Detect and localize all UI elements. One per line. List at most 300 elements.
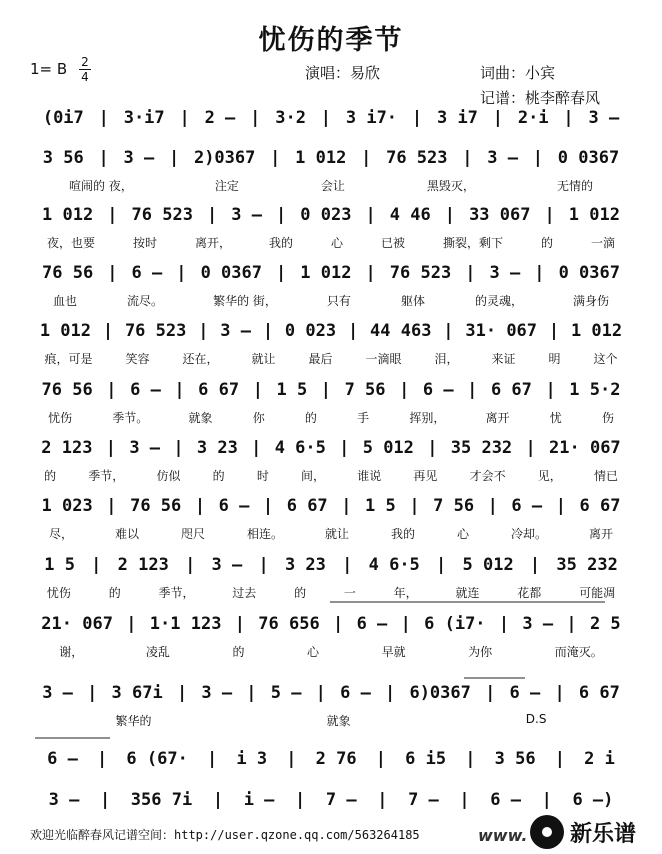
watermark-text: www. <box>478 826 528 845</box>
notes-row <box>28 551 634 575</box>
measure: 4 46 <box>389 205 431 225</box>
barline: | <box>385 683 396 703</box>
measure: 3 23 <box>284 555 326 575</box>
barline: | <box>276 205 287 225</box>
barline: | <box>126 614 137 634</box>
site-logo <box>530 810 662 854</box>
lyric: 忧 <box>549 411 562 425</box>
notes-row <box>28 376 634 400</box>
lyrics-row <box>28 467 634 485</box>
lyric: 的 <box>232 645 245 659</box>
lyric: 一滴眼 <box>365 352 402 366</box>
barline: | <box>409 496 420 516</box>
measure: 1 5 <box>365 496 396 516</box>
lyrics-row <box>28 292 634 310</box>
lyric: 会让 <box>320 179 345 193</box>
measure: 6 i5 <box>405 749 447 769</box>
notes-row <box>28 492 634 516</box>
barline: | <box>246 683 257 703</box>
measure: 3 56 <box>42 148 84 168</box>
lyric: 已被 <box>380 236 405 250</box>
measure: 3 i7 <box>436 108 478 128</box>
measure: i – <box>243 790 275 810</box>
barline: | <box>99 790 111 810</box>
barline: | <box>525 438 536 458</box>
measure: 35 232 <box>556 555 618 575</box>
barline: | <box>206 205 218 225</box>
lyric: 就让 <box>324 527 349 541</box>
lyric: 季节， <box>88 469 125 483</box>
measure: 76 56 <box>130 496 182 516</box>
barline: | <box>252 380 263 400</box>
lyric: 按时 <box>132 236 157 250</box>
lyric: 的 <box>108 586 121 600</box>
barline: | <box>485 683 496 703</box>
barline: | <box>262 321 274 341</box>
barline: | <box>465 749 476 769</box>
measure: 2 i <box>584 749 615 769</box>
barline: | <box>105 438 117 458</box>
barline: | <box>250 108 261 128</box>
lyric: 痕，可是 <box>44 352 93 366</box>
barline: | <box>174 380 185 400</box>
lyric: 明 <box>548 352 561 366</box>
barline: | <box>107 263 118 283</box>
measure: 3·i7 <box>123 108 165 128</box>
lyric: 的 <box>44 469 57 483</box>
lyric: 时 <box>256 469 269 483</box>
notes-row <box>28 201 634 225</box>
notes-row <box>28 104 634 128</box>
barline: | <box>106 380 117 400</box>
measure: 5 – <box>270 683 302 703</box>
lyric: 年， <box>393 586 418 600</box>
measure: 76 656 <box>258 614 320 634</box>
staff-line-5 <box>28 317 634 373</box>
notes-row <box>28 610 634 634</box>
lyrics-row <box>28 409 634 427</box>
barline: | <box>270 148 281 168</box>
measure: 5 012 <box>462 555 514 575</box>
barline: | <box>315 683 326 703</box>
measure: 356 7i <box>130 790 193 810</box>
lyric: 流尽。 <box>127 294 164 308</box>
measure: 6 67 <box>578 683 620 703</box>
measure: 76 523 <box>389 263 452 283</box>
barline: | <box>234 614 245 634</box>
barline: | <box>554 683 565 703</box>
measure: 6 (i7· <box>424 614 486 634</box>
barline: | <box>185 555 196 575</box>
barline: | <box>411 108 423 128</box>
barline: | <box>168 148 180 168</box>
staff-line-10 <box>28 610 634 666</box>
lyric: 心 <box>330 236 343 250</box>
lyric: 间， <box>301 469 326 483</box>
barline: | <box>339 438 350 458</box>
measure: 2 – <box>204 108 236 128</box>
measure: 0 0367 <box>200 263 262 283</box>
lyric: 早就 <box>381 645 406 659</box>
lyrics-row <box>28 584 634 602</box>
barline: | <box>341 496 352 516</box>
barline: | <box>566 614 577 634</box>
lyric: 只有 <box>326 294 351 308</box>
time-signature-top: 2 <box>81 55 89 69</box>
lyric: 季节。 <box>112 411 149 425</box>
measure: 35 232 <box>450 438 513 458</box>
lyric: 谢， <box>59 645 84 659</box>
lyric: 而淹灭。 <box>554 645 603 659</box>
lyrics-row <box>28 350 634 368</box>
lyric: 最后 <box>308 352 333 366</box>
barline: | <box>102 321 114 341</box>
barline: | <box>212 790 224 810</box>
lyric: 才会不 <box>469 469 506 483</box>
barline: | <box>176 683 188 703</box>
lyric: 这个 <box>593 352 618 366</box>
barline: | <box>91 555 102 575</box>
measure: 3·2 <box>275 108 306 128</box>
barline: | <box>544 205 555 225</box>
barline: | <box>176 263 187 283</box>
staff-line-6 <box>28 376 634 432</box>
barline: | <box>436 555 447 575</box>
lyric: 你 <box>252 411 265 425</box>
barline: | <box>87 683 98 703</box>
staff-line-2 <box>28 144 634 200</box>
lyric: 季节， <box>158 586 195 600</box>
lyric: 繁华的 街， <box>213 294 277 308</box>
barline: | <box>377 790 388 810</box>
barline: | <box>427 438 438 458</box>
barline: | <box>465 263 476 283</box>
measure: 21· 067 <box>549 438 621 458</box>
measure: 6 67 <box>286 496 328 516</box>
measure: 7 – <box>325 790 357 810</box>
staff-line-8 <box>28 492 634 548</box>
lyric: 还在， <box>182 352 219 366</box>
measure: 3 – <box>220 321 251 341</box>
barline: | <box>487 496 498 516</box>
barline: | <box>365 205 376 225</box>
staff-line-9 <box>28 551 634 607</box>
lyric: 繁华的 <box>115 714 152 728</box>
measure: 3 – <box>123 148 155 168</box>
measure: 3 – <box>487 148 518 168</box>
measure: 3 56 <box>494 749 536 769</box>
lyric: 手 <box>357 411 370 425</box>
measure: 76 523 <box>124 321 187 341</box>
measure: 31· 067 <box>465 321 538 341</box>
barline: | <box>459 790 470 810</box>
lyric: 躯体 <box>400 294 425 308</box>
key-signature: 1= B <box>30 60 68 78</box>
composer-credit: 词曲：小宾 <box>480 64 556 82</box>
lyric: 一 <box>343 586 356 600</box>
barline: | <box>443 321 454 341</box>
lyric: 伤 <box>601 411 614 425</box>
measure: 1 012 <box>42 205 94 225</box>
lyric: 相连。 <box>246 527 283 541</box>
lyric: 忧伤 <box>48 411 73 425</box>
lyric: 无情的 <box>556 179 593 193</box>
measure: 6)0367 <box>409 683 471 703</box>
staff-line-7 <box>28 434 634 490</box>
barline: | <box>98 108 109 128</box>
lyric: 心 <box>307 645 320 659</box>
measure: 2·i <box>517 108 549 128</box>
barline: | <box>106 496 117 516</box>
measure: 6 – <box>356 614 388 634</box>
lyric: 来证 <box>491 352 516 366</box>
measure: 7 56 <box>433 496 475 516</box>
staff-line-11 <box>28 679 634 735</box>
lyric: 咫尺 <box>180 527 205 541</box>
lyric: 就象 <box>326 714 351 728</box>
barline: | <box>107 205 118 225</box>
barline: | <box>532 148 544 168</box>
lyric: 的 <box>212 469 225 483</box>
measure: 6 – <box>218 496 250 516</box>
measure: 3 – <box>42 683 73 703</box>
measure: 2 123 <box>41 438 93 458</box>
measure: 1 5 <box>44 555 75 575</box>
lyric: 撕裂，剩下 <box>442 236 503 250</box>
lyric: 的 <box>294 586 307 600</box>
measure: 6 67 <box>490 380 532 400</box>
barline: | <box>563 108 574 128</box>
lyric: 难以 <box>114 527 139 541</box>
transcriber-credit: 记谱：桃李醉春风 <box>480 89 601 107</box>
barline: | <box>206 749 218 769</box>
barline: | <box>347 321 359 341</box>
lyric: 仿似 <box>156 469 181 483</box>
lyric: 冷却。 <box>510 527 547 541</box>
lyric: 见， <box>537 469 562 483</box>
measure: 3 – <box>129 438 161 458</box>
measure: 3 67i <box>111 683 163 703</box>
measure: 3 – <box>48 790 80 810</box>
measure: 5 012 <box>362 438 414 458</box>
measure: 3 – <box>489 263 521 283</box>
staff-line-4 <box>28 259 634 315</box>
lyric: 笑容 <box>125 352 150 366</box>
barline: | <box>98 148 109 168</box>
lyric: 泪， <box>434 352 459 366</box>
barline: | <box>262 496 274 516</box>
measure: 3 – <box>522 614 554 634</box>
measure: 3 – <box>588 108 620 128</box>
measure: 76 523 <box>386 148 448 168</box>
lyrics-row <box>28 525 634 543</box>
barline: | <box>198 321 209 341</box>
staff-line-3 <box>28 201 634 257</box>
lyric: 凌乱 <box>145 645 170 659</box>
lyrics-row <box>28 712 634 730</box>
measure: 76 56 <box>41 380 93 400</box>
barline: | <box>462 148 473 168</box>
measure: 3 – <box>201 683 233 703</box>
barline: | <box>444 205 456 225</box>
barline: | <box>467 380 478 400</box>
barline: | <box>400 614 411 634</box>
notes-row <box>28 745 634 769</box>
measure: 6 – <box>47 749 78 769</box>
lyrics-row <box>28 177 634 195</box>
barline: | <box>534 263 545 283</box>
barline: | <box>320 380 332 400</box>
measure: 6 – <box>509 683 541 703</box>
measure: 1 023 <box>41 496 93 516</box>
barline: | <box>399 380 410 400</box>
lyric: 夜，也要 <box>46 236 95 250</box>
lyric: 注定 <box>214 179 239 193</box>
measure: 3 – <box>211 555 243 575</box>
barline: | <box>251 438 262 458</box>
lyric: 心 <box>456 527 469 541</box>
lyric: 离开， <box>194 236 231 250</box>
lyric: 我的 <box>268 236 293 250</box>
barline: | <box>498 614 510 634</box>
measure: 0 0367 <box>558 263 620 283</box>
lyric: 我的 <box>390 527 415 541</box>
measure: 2 123 <box>117 555 169 575</box>
measure: 0 0367 <box>557 148 620 168</box>
barline: | <box>194 496 206 516</box>
barline: | <box>554 749 565 769</box>
time-signature-bottom: 4 <box>81 70 89 84</box>
lyric: 情已 <box>593 469 618 483</box>
measure: 76 523 <box>131 205 193 225</box>
barline: | <box>365 263 376 283</box>
measure: 6 – <box>422 380 454 400</box>
barline: | <box>333 614 344 634</box>
measure: 1 012 <box>568 205 620 225</box>
measure: 2)0367 <box>193 148 256 168</box>
barline: | <box>541 790 552 810</box>
footer-credit: 欢迎光临醉春风记谱空间：http://user.qzone.qq.com/563264185 <box>30 828 420 842</box>
measure: 6 – <box>340 683 371 703</box>
barline: | <box>545 380 556 400</box>
measure: 2 5 <box>589 614 621 634</box>
lyric: 满身伤 <box>573 294 610 308</box>
measure: 1·1 123 <box>149 614 222 634</box>
measure: 1 012 <box>39 321 92 341</box>
lyric: 挥别， <box>409 411 446 425</box>
measure: 0 023 <box>300 205 352 225</box>
lyric: 的 <box>304 411 317 425</box>
measure: 6 – <box>490 790 521 810</box>
lyric: 血也 <box>53 294 78 308</box>
lyric: D.S <box>525 712 547 726</box>
measure: 4 6·5 <box>274 438 326 458</box>
measure: 6 – <box>130 380 161 400</box>
barline: | <box>548 321 560 341</box>
measure: 7 56 <box>344 380 386 400</box>
time-signature <box>79 56 91 83</box>
record-disc-icon <box>530 815 564 849</box>
measure: 76 56 <box>42 263 94 283</box>
barline: | <box>173 438 184 458</box>
barline: | <box>529 555 541 575</box>
logo-text: 新乐谱 <box>570 821 637 847</box>
singer-credit: 演唱：易欣 <box>305 64 381 82</box>
lyric: 花都 <box>517 586 542 600</box>
measure: 6 – <box>131 263 163 283</box>
measure: (0i7 <box>42 108 84 128</box>
notes-row <box>28 317 634 341</box>
barline: | <box>258 555 269 575</box>
notes-row <box>28 786 634 810</box>
lyric: 谁说 <box>357 469 382 483</box>
lyric: 离开 <box>588 527 613 541</box>
lyric: 尽， <box>48 527 73 541</box>
measure: 1 012 <box>570 321 623 341</box>
measure: 2 76 <box>315 749 357 769</box>
barline: | <box>492 108 504 128</box>
measure: 6 67 <box>579 496 621 516</box>
measure: 1 012 <box>300 263 352 283</box>
barline: | <box>276 263 287 283</box>
measure: 6 67 <box>198 380 240 400</box>
measure: 3 23 <box>196 438 238 458</box>
measure: 1 5 <box>276 380 308 400</box>
measure: 21· 067 <box>41 614 113 634</box>
notes-row <box>28 679 634 703</box>
lyric: 喧闹的 夜， <box>69 179 133 193</box>
song-title: 忧伤的季节 <box>258 25 404 56</box>
measure: 6 – <box>511 496 543 516</box>
barline: | <box>179 108 190 128</box>
measure: i 3 <box>236 749 268 769</box>
barline: | <box>555 496 566 516</box>
measure: 3 – <box>231 205 262 225</box>
lyric: 忧伤 <box>46 586 71 600</box>
notes-row <box>28 434 634 458</box>
barline: | <box>295 790 306 810</box>
barline: | <box>361 148 372 168</box>
measure: 0 023 <box>284 321 337 341</box>
notes-row <box>28 259 634 283</box>
measure: 1 012 <box>295 148 347 168</box>
lyric: 就连 <box>455 586 480 600</box>
barline: | <box>320 108 332 128</box>
lyrics-row <box>28 234 634 252</box>
barline: | <box>375 749 386 769</box>
barline: | <box>342 555 353 575</box>
lyric: 可能凋 <box>579 586 616 600</box>
measure: 6 (67· <box>126 749 188 769</box>
lyric: 黑毁灭， <box>426 179 475 193</box>
lyric: 就象 <box>188 411 213 425</box>
barline: | <box>97 749 108 769</box>
notes-row <box>28 144 634 168</box>
lyric: 一滴 <box>590 236 615 250</box>
measure: 4 6·5 <box>368 555 420 575</box>
lyric: 再见 <box>413 469 438 483</box>
barline: | <box>286 749 297 769</box>
lyric: 过去 <box>232 586 257 600</box>
lyric: 就让 <box>251 352 276 366</box>
lyrics-row <box>28 643 634 661</box>
measure: 3 i7· <box>345 108 398 128</box>
measure: 1 5·2 <box>569 380 621 400</box>
measure: 6 –) <box>572 790 614 810</box>
lyric: 的 <box>540 236 553 250</box>
measure: 33 067 <box>469 205 531 225</box>
measure: 44 463 <box>370 321 432 341</box>
